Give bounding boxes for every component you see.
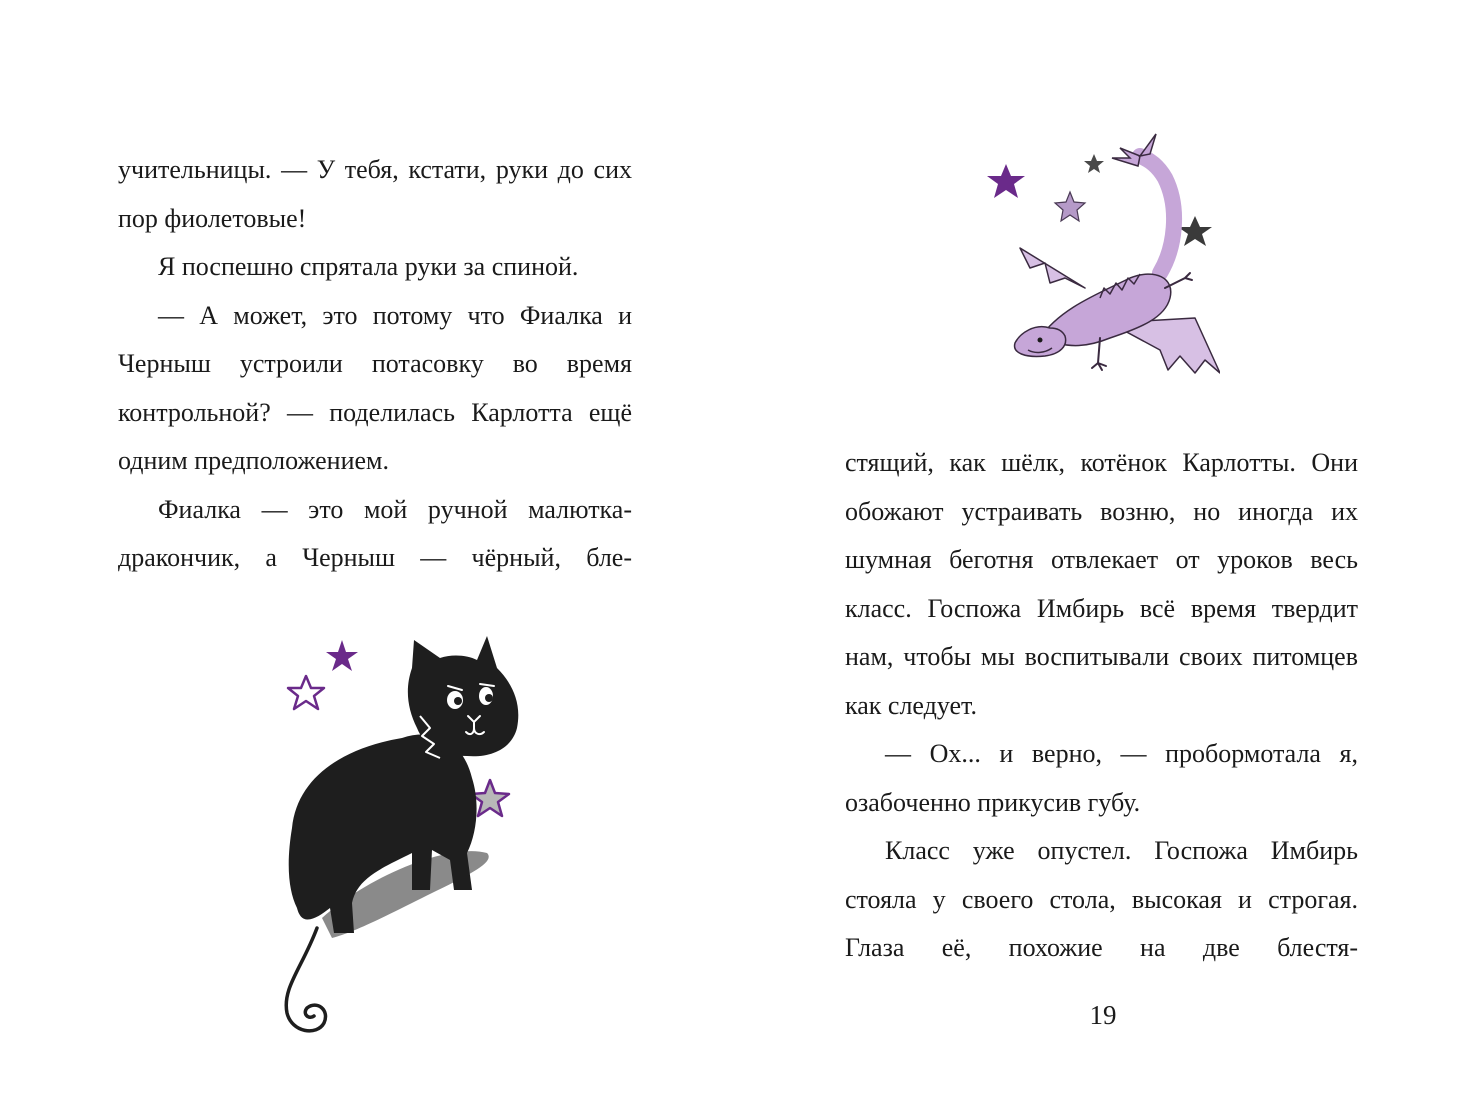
dragon-tail	[1140, 156, 1174, 273]
cat-tail	[286, 928, 325, 1031]
paragraph: Класс уже опустел. Госпожа Имбирь стояла у своего стола, высокая и строгая. Глаза её, похожие на две блестя-	[845, 836, 1358, 962]
dragon-leg	[1165, 273, 1192, 288]
left-page-text	[118, 146, 632, 583]
dragon-wing	[1020, 248, 1085, 288]
cat-illustration	[262, 628, 532, 1068]
dragon-illustration	[980, 128, 1220, 393]
right-page	[738, 0, 1477, 1093]
right-page-text	[845, 439, 1358, 973]
page-number: 19	[1089, 1000, 1117, 1030]
paragraph: Я поспешно спрятала руки за спиной.	[158, 252, 579, 281]
star-icon	[288, 676, 324, 709]
star-icon	[1055, 192, 1085, 221]
star-icon	[1084, 154, 1104, 173]
star-icon	[471, 780, 509, 816]
star-icon	[326, 640, 358, 671]
paragraph: учительницы. — У тебя, кстати, руки до сих пор фиолетовые!	[118, 155, 632, 233]
paragraph: Фиалка — это мой ручной малютка-дракончик, а Черныш — чёрный, бле-	[118, 494, 632, 572]
paragraph: стящий, как шёлк, котёнок Карлотты. Они обожают устраивать возню, но иногда их шумная беготня отвлекает от уроков весь класс. Госпожа Имбирь всё время твердит нам, чтобы мы воспитывали своих питомцев как следует.	[845, 448, 1358, 720]
dragon-eye-icon	[1038, 338, 1043, 343]
star-icon	[987, 164, 1025, 198]
star-icon	[1178, 216, 1212, 246]
paragraph: — А может, это потому что Фиалка и Черныш устроили потасовку во время контрольной? — поделилась Карлотта ещё одним предположением.	[118, 300, 632, 475]
left-page	[0, 0, 738, 1093]
paragraph: — Ох... и верно, — пробормотала я, озабоченно прикусив губу.	[845, 739, 1358, 817]
